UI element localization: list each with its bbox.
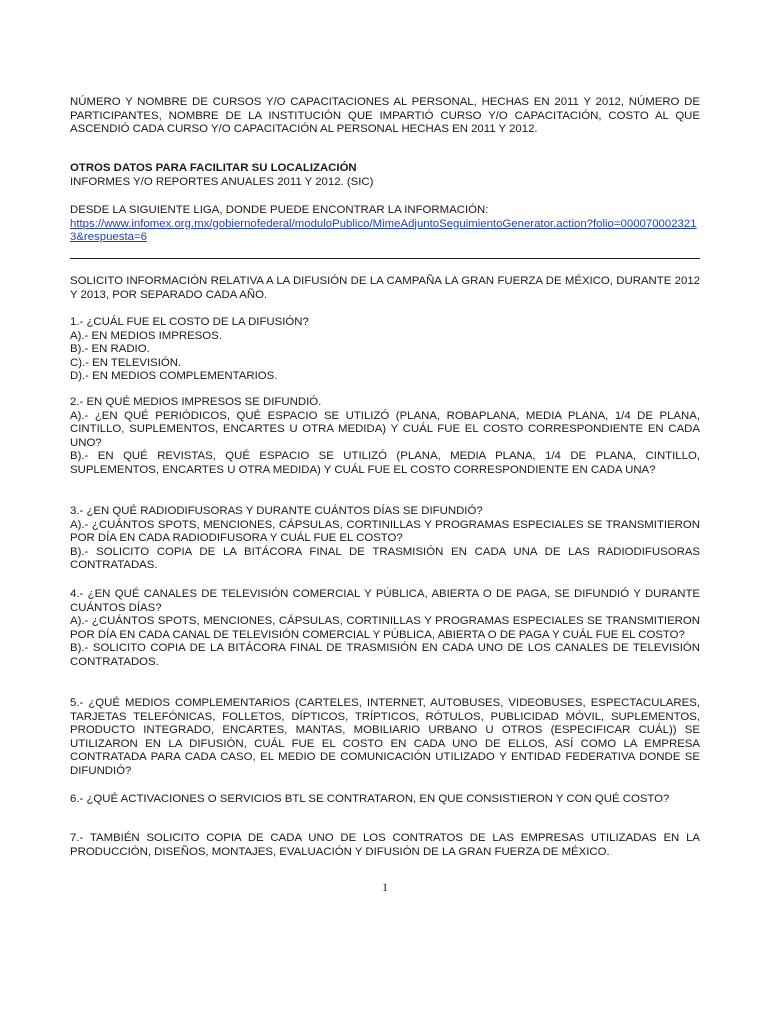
- question-4-title: 4.- ¿EN QUÉ CANALES DE TELEVISIÓN COMERCIAL Y PÚBLICA, ABIERTA O DE PAGA, SE DIFUNDIÓ Y DURANTE CUÁNTOS DÍAS?: [70, 588, 700, 614]
- question-1-option-b: B).- EN RADIO.: [70, 343, 150, 356]
- question-3-option-b: B).- SOLICITO COPIA DE LA BITÁCORA FINAL DE TRASMISIÓN EN CADA UNA DE LAS RADIODIFUSORAS CONTRATADAS.: [70, 545, 700, 572]
- link-intro: DESDE LA SIGUIENTE LIGA, DONDE PUEDE ENCONTRAR LA INFORMACIÓN:: [70, 204, 489, 216]
- link-section: [70, 204, 700, 245]
- section-divider: [70, 258, 700, 259]
- question-7: [70, 832, 700, 859]
- question-1-title: 1.- ¿CUÁL FUE EL COSTO DE LA DIFUSIÓN?: [70, 316, 309, 328]
- question-4: [70, 588, 700, 670]
- location-heading: OTROS DATOS PARA FACILITAR SU LOCALIZACIÓN: [70, 162, 357, 174]
- request-intro-text: SOLICITO INFORMACIÓN RELATIVA A LA DIFUSIÓN DE LA CAMPAÑA LA GRAN FUERZA DE MÉXICO, DURANTE 2012 Y 2013, POR SEPARADO CADA AÑO.: [70, 275, 700, 301]
- question-2-option-a: A).- ¿EN QUÉ PERIÓDICOS, QUÉ ESPACIO SE UTILIZÓ (PLANA, ROBAPLANA, MEDIA PLANA, 1/4 DE PLANA, CINTILLO, SUPLEMENTOS, ENCARTES U OTRA MEDIDA) Y CUÁL FUE EL COSTO CORRESPONDIENTE EN CADA UNO?: [70, 409, 700, 449]
- question-7-text: 7.- TAMBIÉN SOLICITO COPIA DE CADA UNO DE LOS CONTRATOS DE LAS EMPRESAS UTILIZADAS EN LA PRODUCCIÓN, DISEÑOS, MONTAJES, EVALUACIÓN Y DIFUSIÓN DE LA GRAN FUERZA DE MÉXICO.: [70, 832, 700, 858]
- question-1-option-d: D).- EN MEDIOS COMPLEMENTARIOS.: [70, 370, 278, 383]
- page-number: 1: [382, 880, 388, 894]
- request-intro: [70, 275, 700, 302]
- infomex-link[interactable]: https://www.infomex.org.mx/gobiernofederal/moduloPublico/MimeAdjuntoSeguimientoGenerator.action?folio=0000700023213&respuesta=6: [70, 217, 697, 244]
- question-3-option-a: A).- ¿CUÁNTOS SPOTS, MENCIONES, CÁPSULAS, CORTINILLAS Y PROGRAMAS ESPECIALES SE TRANSMITIERON POR DÍA EN CADA RADIODIFUSORA Y CUÁL FUE EL COSTO?: [70, 518, 700, 545]
- question-5: [70, 697, 700, 779]
- reports-text: INFORMES Y/O REPORTES ANUALES 2011 Y 2012. (SIC): [70, 175, 374, 188]
- question-6: [70, 793, 700, 807]
- question-1: [70, 316, 700, 384]
- question-3-title: 3.- ¿EN QUÉ RADIODIFUSORAS Y DURANTE CUÁNTOS DÍAS SE DIFUNDIÓ?: [70, 505, 483, 517]
- question-1-option-c: C).- EN TELEVISIÓN.: [70, 356, 182, 369]
- question-1-option-a: A).- EN MEDIOS IMPRESOS.: [70, 329, 222, 342]
- courses-paragraph: [70, 96, 700, 137]
- question-3: [70, 505, 700, 573]
- question-5-text: 5.- ¿QUÉ MEDIOS COMPLEMENTARIOS (CARTELES, INTERNET, AUTOBUSES, VIDEOBUSES, ESPECTACULARES, TARJETAS TELEFÓNICAS, FOLLETOS, DÍPTICOS, TRÍPTICOS, RÓTULOS, PUBLICIDAD MÓVIL, SUPLEMENTOS, PRODUCTO INTEGRADO, ENCARTES, MANTAS, MOBILIARIO URBANO U OTROS (ESPECIFICAR CUÁL)) SE UTILIZARON EN LA DIFUSIÓN, CUÁL FUE EL COSTO EN CADA UNO DE ELLOS, ASÍ COMO LA EMPRESA CONTRATADA PARA CADA CASO, EL MEDIO DE COMUNICACIÓN UTILIZADO Y ENTIDAD FEDERATIVA DONDE SE DIFUNDIÓ?: [70, 697, 700, 777]
- question-2-option-b: B).- EN QUÉ REVISTAS, QUÉ ESPACIO SE UTILIZÓ (PLANA, MEDIA PLANA, 1/4 DE PLANA, CINTILLO, SUPLEMENTOS, ENCARTES U OTRA MEDIDA) Y CUÁL FUE EL COSTO CORRESPONDIENTE EN CADA UNA?: [70, 450, 700, 476]
- question-2-title: 2.- EN QUÉ MEDIOS IMPRESOS SE DIFUNDIÓ.: [70, 396, 322, 408]
- location-section: [70, 162, 700, 189]
- question-6-text: 6.- ¿QUÉ ACTIVACIONES O SERVICIOS BTL SE CONTRATARON, EN QUE CONSISTIERON Y CON QUÉ COSTO?: [70, 793, 670, 805]
- question-4-option-a: A).- ¿CUÁNTOS SPOTS, MENCIONES, CÁPSULAS, CORTINILLAS Y PROGRAMAS ESPECIALES SE TRANSMITIERON POR DÍA EN CADA CANAL DE TELEVISIÓN COMERCIAL Y PÚBLICA, ABIERTA O DE PAGA Y CUÁL FUE EL COSTO?: [70, 615, 700, 641]
- question-4-option-b: B).- SOLICITO COPIA DE LA BITÁCORA FINAL DE TRASMISIÓN EN CADA UNO DE LOS CANALES DE TELEVISIÓN CONTRATADOS.: [70, 642, 700, 668]
- courses-text: NÚMERO Y NOMBRE DE CURSOS Y/O CAPACITACIONES AL PERSONAL, HECHAS EN 2011 Y 2012, NÚMERO DE PARTICIPANTES, NOMBRE DE LA INSTITUCIÓN QUE IMPARTIÓ CURSO Y/O CAPACITACIÓN, COSTO AL QUE ASCENDIÓ CADA CURSO Y/O CAPACITACIÓN AL PERSONAL HECHAS EN 2011 Y 2012.: [70, 96, 700, 136]
- question-2: [70, 396, 700, 478]
